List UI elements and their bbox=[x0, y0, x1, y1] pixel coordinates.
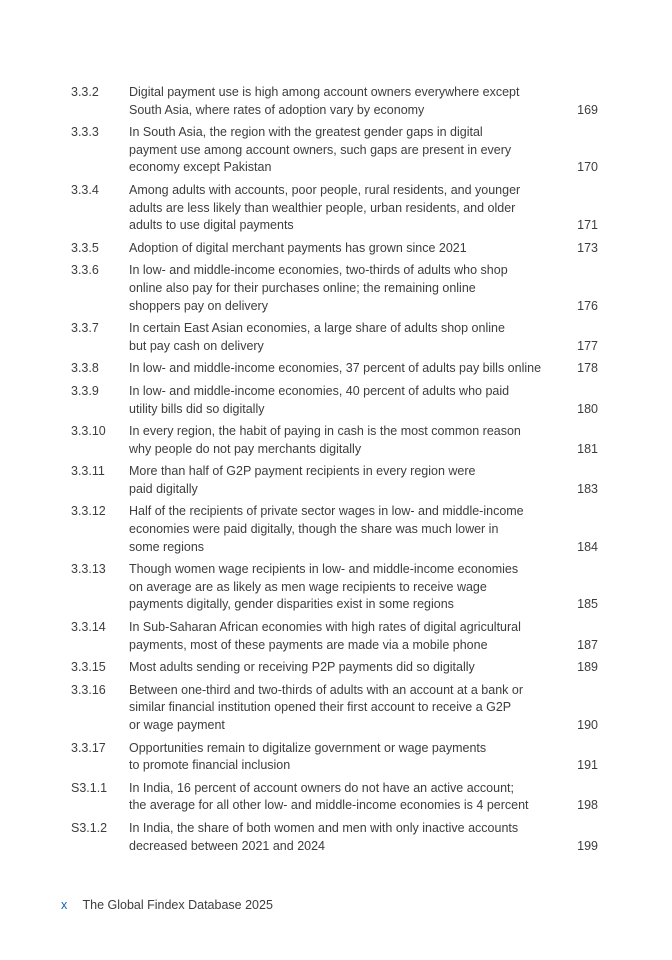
figure-number: 3.3.14 bbox=[71, 620, 106, 635]
page-number: 183 bbox=[577, 481, 598, 496]
figure-number: 3.3.2 bbox=[71, 85, 99, 99]
toc-entry[interactable] bbox=[71, 84, 598, 119]
page-number: 176 bbox=[577, 298, 598, 313]
figure-title: Among adults with accounts, poor people, rural residents, and younger adults are less likely than wealthier people, urban residents, and older adults to use digital payments bbox=[129, 182, 521, 233]
figure-number: 3.3.6 bbox=[71, 263, 99, 278]
figure-title: In India, the share of both women and men with only inactive accounts decreased between 2021 and 2024 bbox=[129, 820, 519, 853]
figure-number: 3.3.8 bbox=[71, 361, 99, 376]
page-number: 187 bbox=[577, 637, 598, 652]
page-number: 198 bbox=[577, 798, 598, 813]
toc-entry[interactable] bbox=[71, 463, 598, 498]
page-number: 173 bbox=[577, 240, 598, 255]
page-number: 169 bbox=[577, 102, 598, 117]
page-number: 184 bbox=[577, 539, 598, 554]
figure-number: 3.3.12 bbox=[71, 504, 106, 519]
page-number: 191 bbox=[577, 758, 598, 773]
toc-entry[interactable] bbox=[71, 780, 598, 815]
page-number: 180 bbox=[577, 401, 598, 416]
figure-number: 3.3.15 bbox=[71, 660, 106, 675]
toc-entry[interactable] bbox=[71, 423, 598, 458]
figure-title: In low- and middle-income economies, two-thirds of adults who shop online also pay for their purchases online; the remaining online shoppers pay on delivery bbox=[129, 263, 508, 313]
table-of-figures bbox=[71, 84, 598, 860]
toc-entry[interactable] bbox=[71, 619, 598, 654]
page-number: 199 bbox=[577, 838, 598, 853]
figure-number: 3.3.10 bbox=[71, 424, 106, 439]
figure-title: Between one-third and two-thirds of adults with an account at a bank or similar financial institution opened their first account to receive a G2P or wage payment bbox=[129, 682, 523, 732]
figure-title: In Sub-Saharan African economies with high rates of digital agricultural payments, most of these payments are made via a mobile phone bbox=[129, 620, 521, 652]
toc-entry[interactable] bbox=[71, 383, 598, 418]
toc-entry[interactable] bbox=[71, 561, 598, 614]
page-footer bbox=[61, 897, 273, 914]
figure-number: 3.3.13 bbox=[71, 562, 106, 577]
figure-title: In low- and middle-income economies, 40 percent of adults who paid utility bills did so digitally bbox=[129, 383, 510, 416]
toc-entry[interactable] bbox=[71, 182, 598, 235]
figure-title: In certain East Asian economies, a large share of adults shop online but pay cash on delivery bbox=[129, 321, 505, 353]
figure-title: More than half of G2P payment recipients in every region were paid digitally bbox=[129, 464, 476, 496]
toc-entry[interactable] bbox=[71, 503, 598, 556]
document-title: The Global Findex Database 2025 bbox=[82, 898, 273, 912]
figure-number: 3.3.9 bbox=[71, 383, 99, 398]
figure-title: Most adults sending or receiving P2P payments did so digitally bbox=[129, 660, 475, 675]
figure-title: In every region, the habit of paying in cash is the most common reason why people do not pay merchants digitally bbox=[129, 424, 521, 456]
toc-entry[interactable] bbox=[71, 360, 598, 378]
figure-title: In South Asia, the region with the greatest gender gaps in digital payment use among account owners, such gaps are present in every economy except Pakistan bbox=[129, 125, 512, 175]
toc-entry[interactable] bbox=[71, 682, 598, 735]
toc-entry[interactable] bbox=[71, 820, 598, 855]
toc-entry[interactable] bbox=[71, 262, 598, 315]
page-number: 177 bbox=[577, 338, 598, 353]
page-number: 178 bbox=[577, 361, 598, 376]
figure-number: 3.3.7 bbox=[71, 321, 99, 336]
page-number: 185 bbox=[577, 597, 598, 612]
page-folio: x bbox=[61, 898, 68, 912]
toc-entry[interactable] bbox=[71, 124, 598, 177]
figure-title: Adoption of digital merchant payments has grown since 2021 bbox=[129, 240, 467, 255]
figure-number: 3.3.11 bbox=[71, 464, 105, 479]
toc-entry[interactable] bbox=[71, 740, 598, 775]
figure-title: Digital payment use is high among account owners everywhere except South Asia, where rates of adoption vary by economy bbox=[129, 85, 520, 117]
page-number: 189 bbox=[577, 660, 598, 675]
figure-number: S3.1.2 bbox=[71, 820, 108, 835]
figure-title: Though women wage recipients in low- and middle-income economies on average are as likely as men wage recipients to receive wage payments digitally, gender disparities exist in some regions bbox=[129, 562, 519, 612]
figure-number: S3.1.1 bbox=[71, 780, 108, 795]
figure-number: 3.3.4 bbox=[71, 182, 99, 197]
page-number: 171 bbox=[577, 218, 598, 233]
figure-number: 3.3.3 bbox=[71, 125, 99, 140]
figure-title: Half of the recipients of private sector wages in low- and middle-income economies were paid digitally, though the share was much lower in some regions bbox=[129, 504, 524, 554]
figure-title: In India, 16 percent of account owners do not have an active account; the average for all other low- and middle-income economies is 4 percent bbox=[129, 780, 529, 813]
page-number: 170 bbox=[577, 160, 598, 175]
toc-entry[interactable] bbox=[71, 659, 598, 677]
figure-title: Opportunities remain to digitalize government or wage payments to promote financial inclusion bbox=[129, 740, 487, 773]
page-number: 190 bbox=[577, 718, 598, 732]
toc-entry[interactable] bbox=[71, 240, 598, 258]
figure-number: 3.3.17 bbox=[71, 740, 106, 755]
figure-title: In low- and middle-income economies, 37 percent of adults pay bills online bbox=[129, 361, 542, 376]
page-number: 181 bbox=[577, 441, 598, 456]
toc-entry[interactable] bbox=[71, 320, 598, 355]
figure-number: 3.3.5 bbox=[71, 240, 99, 255]
figure-number: 3.3.16 bbox=[71, 682, 106, 697]
